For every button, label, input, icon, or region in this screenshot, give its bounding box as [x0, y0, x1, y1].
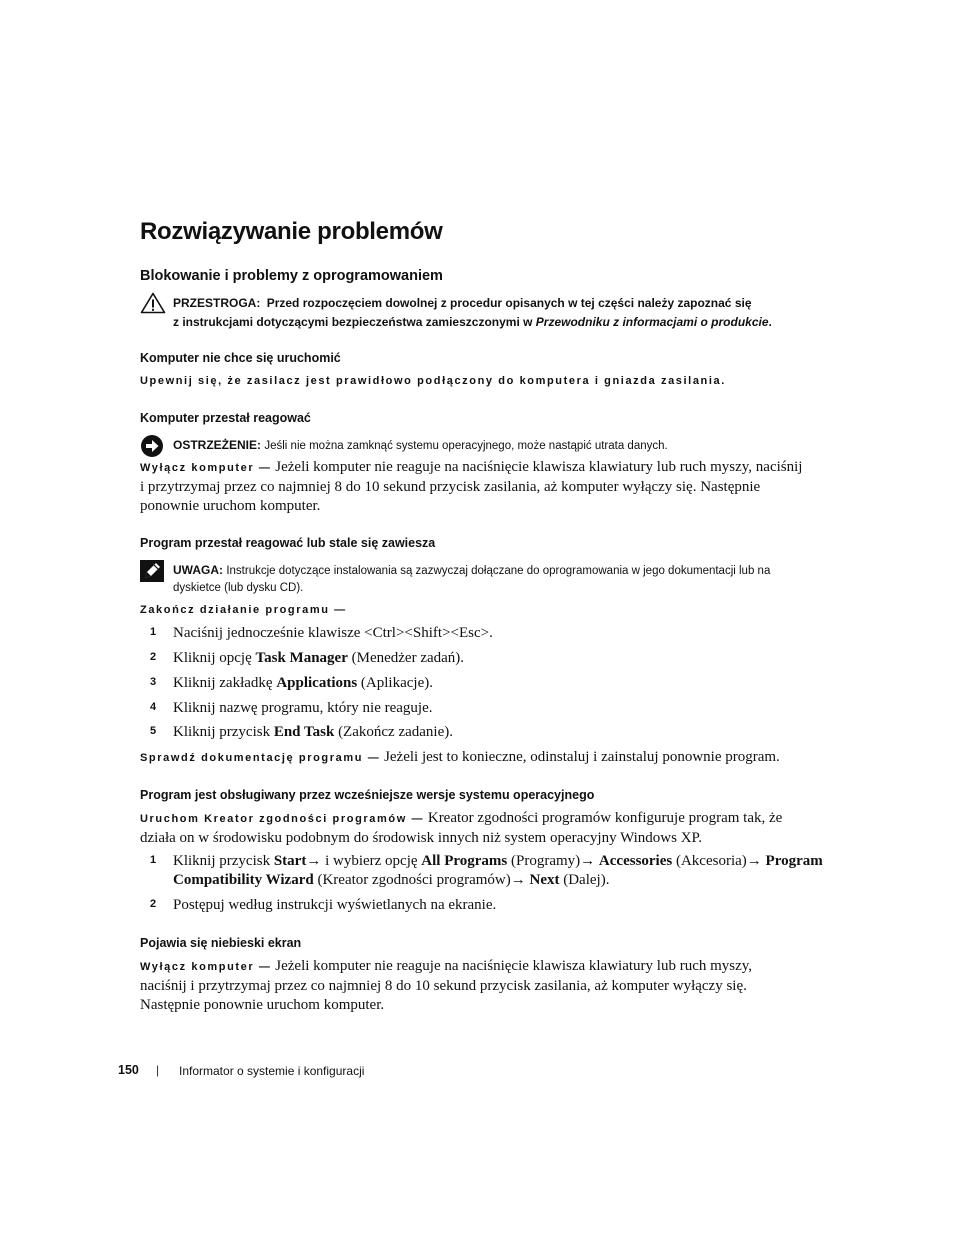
body-line-2: i przytrzymaj przez co najmniej 8 do 10 sekund przycisk zasilania, aż komputer wyłączy się. Następnie: [140, 479, 761, 495]
step-number: 5: [150, 725, 157, 737]
body-line-2: działa on w środowisku podobnym do środowisk innych niż system operacyjny Windows XP.: [140, 830, 702, 846]
notice-text: Jeśli nie można zamknąć systemu operacyjnego, może nastąpić utrata danych.: [264, 440, 668, 452]
heading-program-hangs: Program przestał reagować lub stale się zawiesza: [140, 536, 436, 550]
lead-end-program: Zakończ działanie programu —: [140, 604, 347, 616]
step-number: 2: [150, 898, 157, 910]
lead-check-docs: Sprawdź dokumentację programu —: [140, 752, 381, 764]
heading-blue-screen: Pojawia się niebieski ekran: [140, 936, 302, 950]
step-text: Kliknij przycisk End Task (Zakończ zadanie).: [173, 724, 453, 740]
step-text: Kliknij nazwę programu, który nie reaguje.: [173, 700, 433, 716]
step-number: 1: [150, 854, 157, 866]
paragraph-check-docs: [140, 748, 812, 768]
note-text-2: dyskietce (lub dysku CD).: [173, 582, 304, 594]
notice-label: OSTRZEŻENIE:: [173, 438, 262, 452]
arrow-circle-icon: [140, 434, 164, 458]
paragraph-compat-wizard: [140, 809, 812, 848]
lead-power-off: Wyłącz komputer —: [140, 462, 272, 474]
step-text: Kliknij zakładkę Applications (Aplikacje).: [173, 675, 433, 691]
note-label: UWAGA:: [173, 563, 223, 577]
caution-text-2: z instrukcjami dotyczącymi bezpieczeństwa zamieszczonymi w: [173, 315, 536, 329]
body-line-2: naciśnij i przytrzymaj przez co najmniej 8 do 10 sekund przycisk zasilania, aż komputer wyłączy się.: [140, 978, 747, 994]
step-number: 4: [150, 701, 157, 713]
step-number: 1: [150, 626, 157, 638]
body-check-docs: Jeżeli jest to konieczne, odinstaluj i zainstaluj ponownie program.: [380, 749, 780, 765]
page-number: 150: [118, 1063, 139, 1077]
step-text: Kliknij opcję Task Manager (Menedżer zadań).: [173, 650, 465, 666]
step-text: Postępuj według instrukcji wyświetlanych na ekranie.: [173, 897, 497, 913]
warning-triangle-icon: [140, 292, 166, 314]
lead-check-power: Upewnij się, że zasilacz jest prawidłowo podłączony do komputera i gniazda zasilania.: [140, 375, 726, 387]
notice-line: [173, 436, 668, 455]
caution-text-1: Przed rozpoczęciem dowolnej z procedur opisanych w tej części należy zapoznać się: [266, 296, 752, 310]
body-line-1: Jeżeli komputer nie reaguje na naciśnięcie klawisza klawiatury lub ruch myszy, naciśnij: [271, 459, 803, 475]
caution-line-1: [173, 296, 752, 310]
note-text-1: Instrukcje dotyczące instalowania są zazwyczaj dołączane do oprogramowania w jego dokumentacji lub na: [226, 565, 771, 577]
body-line-1: Kreator zgodności programów konfiguruje program tak, że: [424, 810, 783, 826]
caution-text-3: .: [768, 315, 772, 329]
caution-guide-title: Przewodniku z informacjami o produkcie: [535, 315, 769, 329]
paragraph-power-off: [140, 458, 812, 516]
step-text: Naciśnij jednocześnie klawisze <Ctrl><Shift><Esc>.: [173, 625, 493, 641]
paragraph-blue-screen: [140, 957, 812, 1015]
step-number: 3: [150, 676, 157, 688]
heading-computer-stopped: Komputer przestał reagować: [140, 411, 311, 425]
heading-older-os: Program jest obsługiwany przez wcześniejsze wersje systemu operacyjnego: [140, 788, 595, 802]
step-number: 2: [150, 651, 157, 663]
note-block: [173, 561, 813, 580]
lead-power-off: Wyłącz komputer —: [140, 961, 272, 973]
footer-title: Informator o systemie i konfiguracji: [179, 1064, 365, 1078]
page-title: Rozwiązywanie problemów: [140, 218, 443, 245]
lead-compat-wizard: Uruchom Kreator zgodności programów —: [140, 813, 425, 825]
caution-label: PRZESTROGA:: [173, 296, 261, 310]
body-line-3: Następnie ponownie uruchom komputer.: [140, 997, 385, 1013]
caution-line-2: [173, 315, 772, 329]
body-line-1: Jeżeli komputer nie reaguje na naciśnięcie klawisza klawiatury lub ruch myszy,: [271, 958, 753, 974]
step-text: Kliknij przycisk Start→ i wybierz opcję All Programs (Programy)→ Accessories (Akcesoria)→ Program Compatibility Wizard (Kreator zgodności programów)→ Next (Dalej).: [173, 853, 823, 888]
pencil-note-icon: [140, 560, 164, 582]
heading-computer-wont-start: Komputer nie chce się uruchomić: [140, 351, 341, 365]
section-heading: Blokowanie i problemy z oprogramowaniem: [140, 268, 443, 284]
body-line-3: ponownie uruchom komputer.: [140, 498, 321, 514]
footer-separator: |: [156, 1063, 160, 1077]
